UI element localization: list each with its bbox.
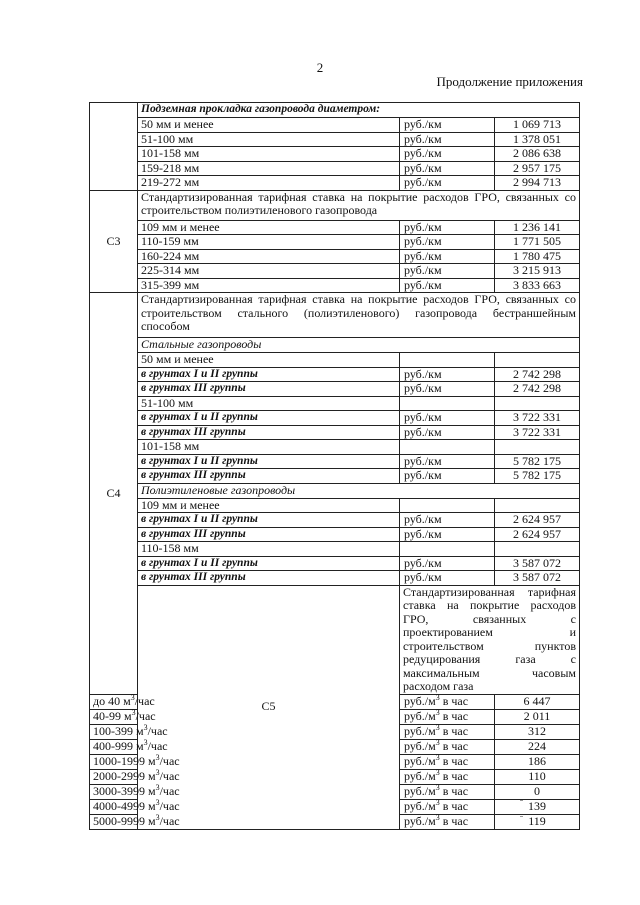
row-unit: руб./км xyxy=(400,161,495,176)
unit-prefix: руб./м xyxy=(404,753,436,768)
superscript: 3 xyxy=(435,737,440,747)
row-unit: руб./км xyxy=(400,220,495,235)
table-row xyxy=(90,161,580,176)
row-label xyxy=(90,722,168,739)
table-row xyxy=(90,425,580,440)
row-value: 3 722 331 xyxy=(495,411,580,426)
label-suffix: /час xyxy=(159,783,180,798)
row-label: 315-399 мм xyxy=(138,278,400,293)
row-value: 2 624 957 xyxy=(495,513,580,528)
table-row xyxy=(90,396,580,411)
row-value: 2 011 xyxy=(495,709,580,724)
row-label: в грунтах III группы xyxy=(138,571,400,586)
table-row xyxy=(90,147,580,162)
row-value: 1 771 505 xyxy=(495,235,580,250)
table-row xyxy=(90,264,580,279)
row-unit-empty xyxy=(400,440,495,455)
row-label xyxy=(90,707,156,724)
row-unit: руб./км xyxy=(400,469,495,484)
row-unit: руб./км xyxy=(400,556,495,571)
row-value: 2 742 298 xyxy=(495,367,580,382)
table-row xyxy=(90,513,580,528)
row-label: 51-100 мм xyxy=(138,132,400,147)
subsection-heading: Стальные газопроводы xyxy=(138,338,580,353)
row-value: 5 782 175 xyxy=(495,469,580,484)
unit-prefix: руб./м xyxy=(404,768,436,783)
superscript: 3 xyxy=(435,782,440,792)
unit-suffix: в час xyxy=(439,753,469,768)
tariff-table xyxy=(89,102,580,830)
table-row xyxy=(90,483,580,498)
row-value-empty xyxy=(495,396,580,411)
unit-prefix: руб./м xyxy=(404,738,436,753)
row-unit xyxy=(400,799,495,814)
row-unit: руб./км xyxy=(400,249,495,264)
row-label: 109 мм и менее xyxy=(138,220,400,235)
page-number: 2 xyxy=(316,60,324,75)
section-description: Стандартизированная тарифная ставка на покрытие расходов ГРО, связанных со строительством стального (полиэтиленового) газопровода бестраншейным способом xyxy=(138,293,580,338)
row-value: 139 xyxy=(495,799,580,814)
unit-prefix: руб./м xyxy=(404,783,436,798)
row-value: 3 833 663 xyxy=(495,278,580,293)
row-unit xyxy=(400,754,495,769)
row-label: в грунтах I и II группы xyxy=(138,411,400,426)
row-label: в грунтах III группы xyxy=(138,469,400,484)
section-code: С3 xyxy=(90,190,138,293)
row-unit: руб./км xyxy=(400,118,495,133)
table-row xyxy=(90,220,580,235)
superscript: 3 xyxy=(155,767,160,777)
superscript: 3 xyxy=(155,797,160,807)
row-unit-empty xyxy=(400,353,495,368)
label-suffix: /час xyxy=(159,768,180,783)
unit-suffix: в час xyxy=(439,798,469,813)
row-value: 119 xyxy=(495,814,580,829)
row-unit xyxy=(400,784,495,799)
row-label xyxy=(90,797,180,814)
table-row xyxy=(90,440,580,455)
label-text: 100-399 м xyxy=(93,723,144,738)
superscript: 3 xyxy=(435,752,440,762)
section-description: Стандартизированная тарифная ставка на покрытие расходов ГРО, связанных со строительством полиэтиленового газопровода xyxy=(138,190,580,220)
table-row xyxy=(90,353,580,368)
superscript: 3 xyxy=(435,812,440,822)
row-unit: руб./км xyxy=(400,264,495,279)
superscript: 3 xyxy=(435,722,440,732)
unit-prefix: руб./м xyxy=(404,693,436,708)
row-value: 1 236 141 xyxy=(495,220,580,235)
row-value: 0 xyxy=(495,784,580,799)
row-value: 2 086 638 xyxy=(495,147,580,162)
table-row xyxy=(90,278,580,293)
row-value-empty xyxy=(495,440,580,455)
unit-suffix: в час xyxy=(439,783,469,798)
label-suffix: /час xyxy=(135,708,156,723)
row-unit xyxy=(400,709,495,724)
label-text: 3000-3999 м xyxy=(93,783,156,798)
row-value: 6 447 xyxy=(495,694,580,709)
row-value: 3 722 331 xyxy=(495,425,580,440)
row-unit: руб./км xyxy=(400,132,495,147)
label-suffix: /час xyxy=(159,813,180,828)
table-row xyxy=(90,571,580,586)
superscript: 3 xyxy=(155,752,160,762)
row-label: 50 мм и менее xyxy=(138,118,400,133)
row-label: 110-159 мм xyxy=(138,235,400,250)
table-row xyxy=(90,103,580,118)
subsection-heading: Полиэтиленовые газопроводы xyxy=(138,483,580,498)
table-row xyxy=(90,190,580,220)
row-value: 2 994 713 xyxy=(495,176,580,191)
superscript: 3 xyxy=(143,737,148,747)
table-row xyxy=(90,498,580,513)
continuation-note: Продолжение приложения xyxy=(436,74,583,89)
label-text: 400-999 м xyxy=(93,738,144,753)
scan-speck xyxy=(520,800,523,801)
row-value: 5 782 175 xyxy=(495,454,580,469)
row-label: 101-158 мм xyxy=(138,147,400,162)
row-unit: руб./км xyxy=(400,278,495,293)
row-unit xyxy=(400,814,495,829)
unit-prefix: руб./м xyxy=(404,813,436,828)
row-unit: руб./км xyxy=(400,571,495,586)
superscript: 3 xyxy=(155,812,160,822)
table-row xyxy=(90,411,580,426)
unit-suffix: в час xyxy=(439,768,469,783)
table-row xyxy=(90,382,580,397)
section-code-empty xyxy=(90,103,138,191)
row-value: 3 215 913 xyxy=(495,264,580,279)
row-unit: руб./км xyxy=(400,147,495,162)
row-unit xyxy=(400,739,495,754)
row-label: 219-272 мм xyxy=(138,176,400,191)
row-unit: руб./км xyxy=(400,382,495,397)
unit-prefix: руб./м xyxy=(404,798,436,813)
label-suffix: /час xyxy=(147,723,168,738)
label-suffix: /час xyxy=(147,738,168,753)
table-row xyxy=(90,132,580,147)
row-label: 110-158 мм xyxy=(138,542,400,557)
row-label: в грунтах I и II группы xyxy=(138,513,400,528)
row-label: в грунтах III группы xyxy=(138,382,400,397)
row-value: 2 624 957 xyxy=(495,527,580,542)
row-value: 2 957 175 xyxy=(495,161,580,176)
label-suffix: /час xyxy=(159,753,180,768)
row-label: 101-158 мм xyxy=(138,440,400,455)
superscript: 3 xyxy=(435,767,440,777)
table-row xyxy=(90,249,580,264)
unit-suffix: в час xyxy=(439,723,469,738)
row-label: в грунтах I и II группы xyxy=(138,556,400,571)
superscript: 3 xyxy=(155,782,160,792)
row-label xyxy=(90,782,180,799)
section-code: С4 xyxy=(90,293,138,695)
row-unit xyxy=(400,724,495,739)
row-label: в грунтах I и II группы xyxy=(138,454,400,469)
row-value: 1 069 713 xyxy=(495,118,580,133)
row-value: 224 xyxy=(495,739,580,754)
row-value-empty xyxy=(495,353,580,368)
row-label xyxy=(90,737,168,754)
row-unit: руб./км xyxy=(400,411,495,426)
table-row xyxy=(90,176,580,191)
row-unit: руб./км xyxy=(400,367,495,382)
row-label: 159-218 мм xyxy=(138,161,400,176)
unit-suffix: в час xyxy=(439,738,469,753)
scan-speck xyxy=(520,816,523,817)
table-row xyxy=(90,556,580,571)
row-value: 1 780 475 xyxy=(495,249,580,264)
row-value-empty xyxy=(495,542,580,557)
unit-suffix: в час xyxy=(439,693,469,708)
section-description: Стандартизированная тарифная ставка на покрытие расходов ГРО, связанных с проектированием и строительством пунктов редуцирования газа с максимальным часовым расходом газа xyxy=(400,585,580,694)
label-text: 4000-4999 м xyxy=(93,798,156,813)
row-label: 51-100 мм xyxy=(138,396,400,411)
table-row xyxy=(90,293,580,338)
section-heading: Подземная прокладка газопровода диаметром: xyxy=(138,103,580,118)
row-value: 2 742 298 xyxy=(495,382,580,397)
section-code: С5 xyxy=(138,585,400,829)
superscript: 3 xyxy=(435,707,440,717)
row-value-empty xyxy=(495,498,580,513)
label-suffix: /час xyxy=(159,798,180,813)
row-unit xyxy=(400,769,495,784)
label-text: до 40 м xyxy=(93,693,131,708)
row-unit-empty xyxy=(400,396,495,411)
table-row xyxy=(90,469,580,484)
table-row xyxy=(90,118,580,133)
row-unit xyxy=(400,694,495,709)
superscript: 3 xyxy=(143,722,148,732)
row-label xyxy=(90,692,155,709)
row-unit: руб./км xyxy=(400,527,495,542)
row-label: в грунтах III группы xyxy=(138,425,400,440)
row-label: 109 мм и менее xyxy=(138,498,400,513)
row-value: 1 378 051 xyxy=(495,132,580,147)
row-label: 160-224 мм xyxy=(138,249,400,264)
table-row xyxy=(90,542,580,557)
table-row xyxy=(90,338,580,353)
label-text: 1000-1999 м xyxy=(93,753,156,768)
label-text: 5000-9999 м xyxy=(93,813,156,828)
table-row xyxy=(90,585,580,694)
row-label: 225-314 мм xyxy=(138,264,400,279)
row-label xyxy=(90,767,180,784)
row-unit: руб./км xyxy=(400,425,495,440)
unit-suffix: в час xyxy=(439,708,469,723)
table-row xyxy=(90,367,580,382)
label-text: 2000-2999 м xyxy=(93,768,156,783)
label-text: 40-99 м xyxy=(93,708,132,723)
table-row xyxy=(90,527,580,542)
label-suffix: /час xyxy=(134,693,155,708)
row-label xyxy=(90,812,180,829)
row-value: 186 xyxy=(495,754,580,769)
row-unit-empty xyxy=(400,498,495,513)
row-unit: руб./км xyxy=(400,176,495,191)
unit-suffix: в час xyxy=(439,813,469,828)
row-unit: руб./км xyxy=(400,454,495,469)
row-value: 3 587 072 xyxy=(495,556,580,571)
row-value: 110 xyxy=(495,769,580,784)
row-value: 312 xyxy=(495,724,580,739)
row-value: 3 587 072 xyxy=(495,571,580,586)
superscript: 3 xyxy=(131,707,136,717)
row-label xyxy=(90,752,180,769)
unit-prefix: руб./м xyxy=(404,708,436,723)
table-row xyxy=(90,235,580,250)
table-row xyxy=(90,454,580,469)
superscript: 3 xyxy=(435,692,440,702)
row-unit: руб./км xyxy=(400,513,495,528)
unit-prefix: руб./м xyxy=(404,723,436,738)
row-unit: руб./км xyxy=(400,235,495,250)
superscript: 3 xyxy=(435,797,440,807)
row-unit-empty xyxy=(400,542,495,557)
superscript: 3 xyxy=(130,692,135,702)
row-label: 50 мм и менее xyxy=(138,353,400,368)
row-label: в грунтах III группы xyxy=(138,527,400,542)
row-label: в грунтах I и II группы xyxy=(138,367,400,382)
